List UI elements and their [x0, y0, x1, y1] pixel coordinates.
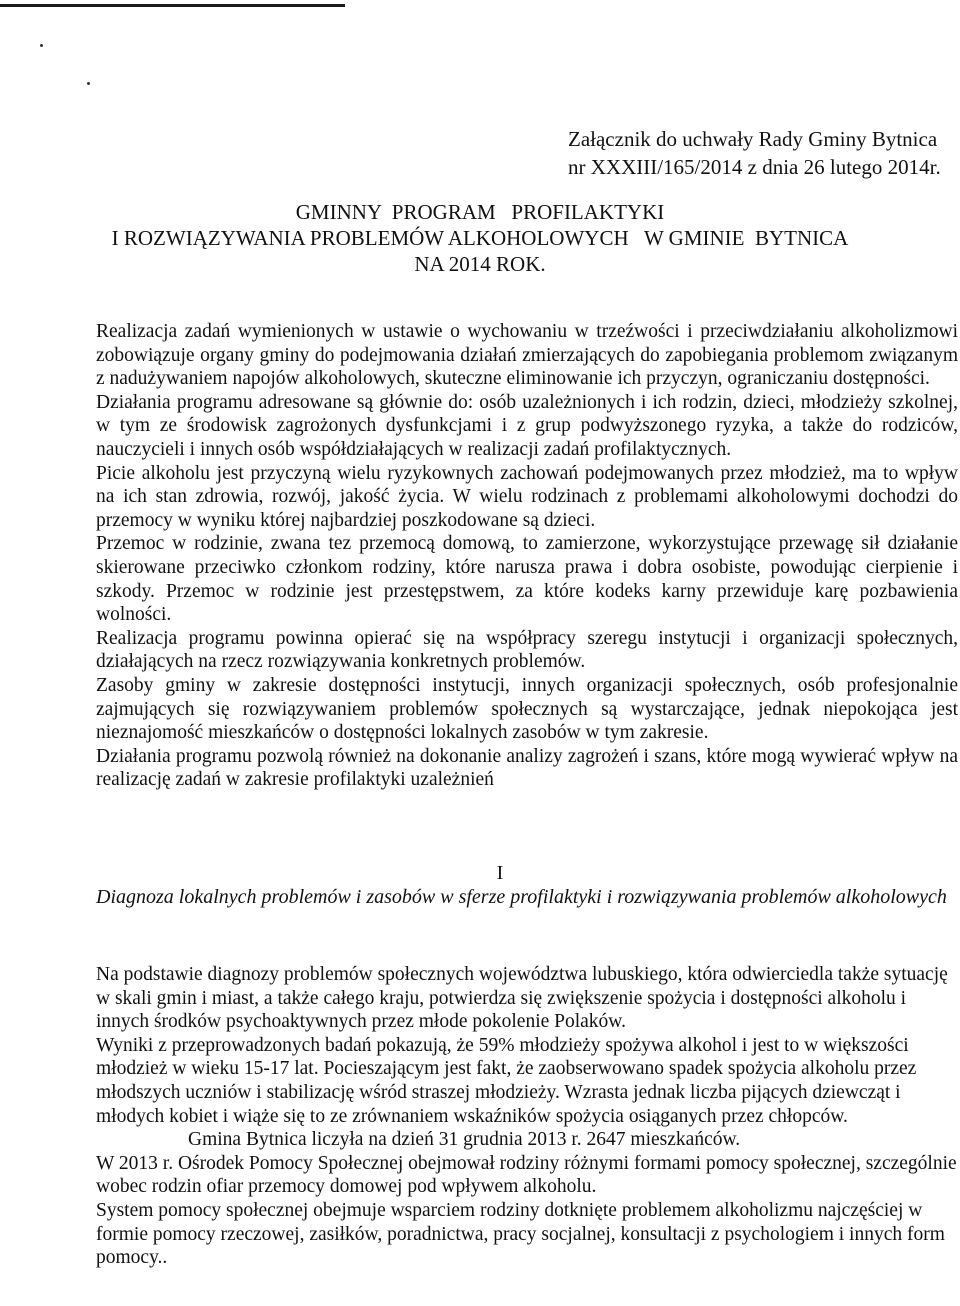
diagnosis-paragraph: Na podstawie diagnozy problemów społecznych województwa lubuskiego, która odwierciedla także sytuację w skali gmin i miast, a także całego kraju, potwierdza się zwiększenie spożycia i dostępności alkoholu i innych środków psychoaktywnych przez młode pokolenie Polaków. [96, 964, 948, 1033]
document-title [0, 199, 960, 277]
title-line-1: GMINNY PROGRAM PROFILAKTYKI [295, 200, 665, 224]
scan-speck [40, 44, 43, 47]
diagnosis-paragraph: W 2013 r. Ośrodek Pomocy Społecznej obejmował rodziny różnymi formami pomocy społecznej, szczególnie wobec rodzin ofiar przemocy domowej pod wpływem alkoholu. [96, 1152, 957, 1198]
intro-paragraph: Działania programu adresowane są głównie do: osób uzależnionych i ich rodzin, dzieci, młodzieży szkolnej, w tym ze środowisk zagrożonych dysfunkcjami i z grup podwyższonego ryzyka, a także do rodziców, nauczycieli i innych osób współdziałających w realizacji zadań profilaktycznych. [96, 391, 958, 460]
intro-paragraph: Przemoc w rodzinie, zwana tez przemocą domową, to zamierzone, wykorzystujące przewagę sił działanie skierowane przeciwko członkom rodziny, które narusza prawa i dobra osobiste, powodując cierpienie i szkody. Przemoc w rodzinie jest przestępstwem, za które kodeks karny przewiduje karę pozbawienia wolności. [96, 533, 958, 626]
intro-paragraph: Działania programu pozwolą również na dokonanie analizy zagrożeń i szans, które mogą wywierać wpływ na realizację zadań w zakresie profilaktyki uzależnień [96, 745, 958, 791]
section-title: Diagnoza lokalnych problemów i zasobów w sferze profilaktyki i rozwiązywania problemów alkoholowych [96, 886, 947, 908]
intro-section [96, 320, 958, 792]
scan-speck [87, 82, 90, 85]
diagnosis-paragraph: Wyniki z przeprowadzonych badań pokazują, że 59% młodzieży spożywa alkohol i jest to w większości młodzież w wieku 15-17 lat. Pocieszającym jest fakt, że zaobserwowano spadek spożycia alkoholu przez młodszych uczniów i stabilizację wśród straszej młodzieży. Wzrasta jednak liczba pijących dziewcząt i młodych kobiet i wiąże się to ze zrównaniem wskaźników spożycia osiąganych przez chłopców. [96, 1034, 917, 1127]
title-line-2: I ROZWIĄZYWANIA PROBLEMÓW ALKOHOLOWYCH W GMINIE BYTNICA [111, 226, 849, 250]
section-number: I [496, 862, 504, 884]
diagnosis-paragraph: System pomocy społecznej obejmuje wsparciem rodziny dotknięte problemem alkoholizmu najczęściej w formie pomocy rzeczowej, zasiłków, poradnictwa, pracy socjalnej, konsultacji z psychologiem i innych form pomocy.. [96, 1199, 945, 1269]
intro-paragraph: Realizacja programu powinna opierać się na współpracy szeregu instytucji i organizacji społecznych, działających na rzecz rozwiązywania konkretnych problemów. [96, 627, 958, 673]
attachment-note [568, 125, 941, 181]
diagnosis-section [96, 963, 958, 1270]
population-line: Gmina Bytnica liczyła na dzień 31 grudnia 2013 r. 2647 mieszkańców. [188, 1129, 741, 1151]
attachment-note-line-2: nr XXXIII/165/2014 z dnia 26 lutego 2014r. [568, 155, 941, 179]
top-scan-rule [0, 4, 345, 7]
title-line-3: NA 2014 ROK. [414, 252, 546, 276]
intro-paragraph: Realizacja zadań wymienionych w ustawie o wychowaniu w trzeźwości i przeciwdziałaniu alkoholizmowi zobowiązuje organy gminy do podejmowania działań zmierzających do zapobiegania problemom związanym z nadużywaniem napojów alkoholowych, skuteczne eliminowanie ich przyczyn, ograniczaniu dostępności. [96, 321, 958, 390]
intro-paragraph: Zasoby gminy w zakresie dostępności instytucji, innych organizacji społecznych, osób profesjonalnie zajmujących się rozwiązywaniem problemów społecznych są wystarczające, jednak niepokojąca jest nieznajomość mieszkańców o dostępności lokalnych zasobów w tym zakresie. [96, 674, 958, 744]
attachment-note-line-1: Załącznik do uchwały Rady Gminy Bytnica [568, 127, 938, 151]
intro-paragraph: Picie alkoholu jest przyczyną wielu ryzykownych zachowań podejmowanych przez młodzież, ma to wpływ na ich stan zdrowia, rozwój, jakość życia. W wielu rodzinach z problemami alkoholowymi dochodzi do przemocy w wyniku której najbardziej poszkodowane są dzieci. [96, 462, 958, 531]
